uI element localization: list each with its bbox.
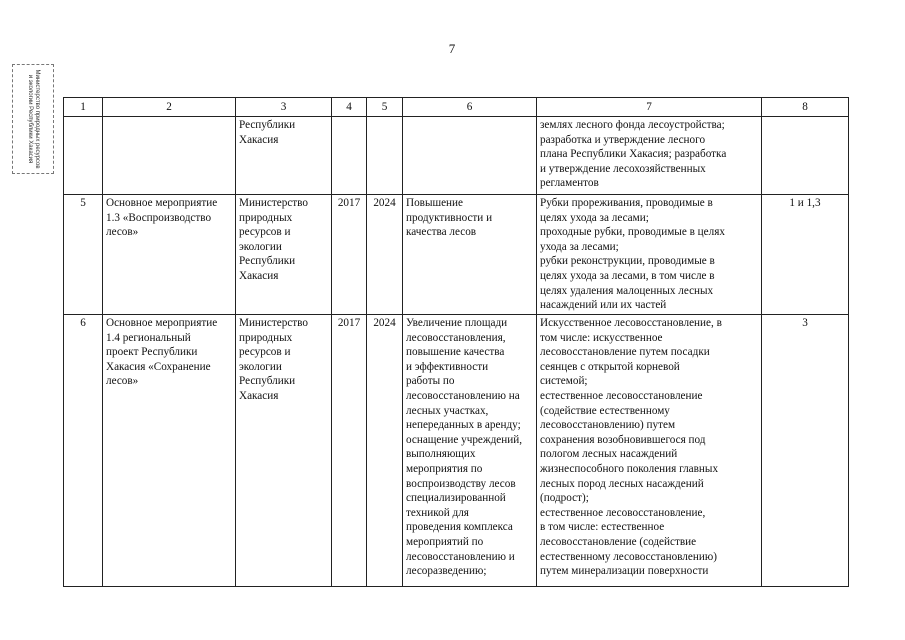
- header-cell: 6: [403, 98, 537, 117]
- header-cell: 1: [64, 98, 103, 117]
- header-cell: 3: [236, 98, 332, 117]
- result-cell: Повышение продуктивности и качества лесов: [403, 195, 537, 315]
- page-number: 7: [448, 41, 456, 56]
- table-row: [64, 117, 849, 195]
- header-cell: 4: [332, 98, 367, 117]
- result-cell: [403, 117, 537, 195]
- measure-cell: Основное мероприятие 1.3 «Воспроизводство лесов»: [103, 195, 236, 315]
- executor-cell: Республики Хакасия: [236, 117, 332, 195]
- end-year-cell: [367, 117, 403, 195]
- start-year-cell: [332, 117, 367, 195]
- start-year-cell: 2017: [332, 315, 367, 587]
- stamp-text: Министерство природных ресурсов и экологии Республики Хакасия: [27, 69, 40, 169]
- row-number-cell: 6: [64, 315, 103, 587]
- activities-cell: землях лесного фонда лесоустройства; разработка и утверждение лесного плана Республики Хакасия; разработка и утверждение лесохозяйственных регламентов: [537, 117, 762, 195]
- indicator-cell: [762, 117, 849, 195]
- executor-cell: Министерство природных ресурсов и экологии Республики Хакасия: [236, 195, 332, 315]
- measure-cell: [103, 117, 236, 195]
- indicator-cell: 1 и 1,3: [762, 195, 849, 315]
- header-cell: 7: [537, 98, 762, 117]
- activities-cell: Рубки прореживания, проводимые в целях ухода за лесами; проходные рубки, проводимые в целях ухода за лесами; рубки реконструкции, проводимые в целях ухода за лесами, в том числе в целях удаления малоценных лесных насаждений или их частей: [537, 195, 762, 315]
- end-year-cell: 2024: [367, 195, 403, 315]
- header-cell: 8: [762, 98, 849, 117]
- measure-cell: Основное мероприятие 1.4 региональный проект Республики Хакасия «Сохранение лесов»: [103, 315, 236, 587]
- header-cell: 5: [367, 98, 403, 117]
- activities-cell: Искусственное лесовосстановление, в том числе: искусственное лесовосстановление путем посадки сеянцев с открытой корневой системой; естественное лесовосстановление (содействие естественному лесовосстановлению) путем сохранения возобновившегося под пологом лесных насаждений жизнеспособного поколения главных лесных пород лесных насаждений (подрост); естественное лесовосстановление, в том числе: естественное лесовосстановление (содействие естественному лесовосстановлению) путем минерализации поверхности: [537, 315, 762, 587]
- indicator-cell: 3: [762, 315, 849, 587]
- header-cell: 2: [103, 98, 236, 117]
- end-year-cell: 2024: [367, 315, 403, 587]
- table-row: [64, 195, 849, 315]
- registration-stamp: [12, 64, 54, 174]
- result-cell: Увеличение площади лесовосстановления, повышение качества и эффективности работы по лесовосстановлению на лесных участках, непереданных в аренду; оснащение учреждений, выполняющих мероприятия по воспроизводству лесов специализированной техникой для проведения комплекса мероприятий по лесовосстановлению и лесоразведению;: [403, 315, 537, 587]
- row-number-cell: 5: [64, 195, 103, 315]
- header-row: [64, 98, 849, 117]
- start-year-cell: 2017: [332, 195, 367, 315]
- row-number-cell: [64, 117, 103, 195]
- measures-table: [63, 97, 849, 587]
- executor-cell: Министерство природных ресурсов и экологии Республики Хакасия: [236, 315, 332, 587]
- table-row: [64, 315, 849, 587]
